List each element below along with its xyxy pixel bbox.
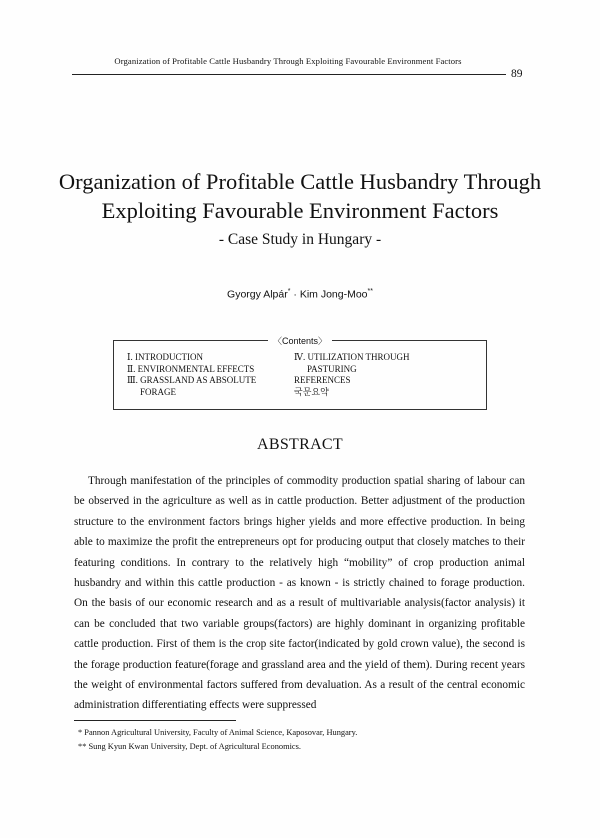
abstract-body [74, 471, 525, 716]
toc-item: Ⅲ. GRASSLAND AS ABSOLUTE [127, 375, 257, 386]
author-1-name: Gyorgy Alpár [227, 288, 288, 301]
contents-label: 〈Contents〉 [268, 336, 332, 346]
footnotes [78, 726, 357, 754]
toc-item: PASTURING [307, 363, 357, 374]
running-head: Organization of Profitable Cattle Husbandry Through Exploiting Favourable Environment Factors [114, 56, 462, 66]
toc-item: REFERENCES [294, 375, 351, 386]
header-rule [72, 74, 506, 75]
toc-item: FORAGE [140, 386, 177, 397]
toc-item: Ⅱ. ENVIRONMENTAL EFFECTS [127, 363, 255, 374]
contents-right-column [294, 352, 410, 398]
author-2-mark: ** [367, 288, 373, 295]
contents-left-column [127, 352, 256, 398]
author-line [100, 288, 500, 301]
contents-box [113, 336, 487, 410]
title-line-1: Organization of Profitable Cattle Husbandry Through [58, 169, 542, 194]
footnote-1: * Pannon Agricultural University, Faculty of Animal Science, Kaposovar, Hungary. [78, 728, 358, 737]
footnote-rule [74, 720, 236, 721]
author-1-mark: * [287, 288, 291, 295]
abstract-paragraph: Through manifestation of the principles of commodity production spatial sharing of labour can be observed in the agriculture as well as in cattle production. Better adjustment of the production structure to the environment factors brings higher yields and more effective production. In being able to maximize the profit the entrepreneurs opt for producing output that closely matches to their featuring conditions. In contrary to the relatively high “mobility” of crop production animal husbandry and within this cattle production - as known - is strictly chained to forage production. On the basis of our economic research and as a result of multivariable analysis(factor analysis) it can be concluded that two variable groups(factors) are highly dominant in organizing profitable cattle production. First of them is the crop site factor(indicated by gold crown value), the second is the forage production feature(forage and grassland area and the yield of them). During recent years the weight of environmental factors suffered from devaluation. As a result of the central economic administration differentiating effects were suppressed [74, 475, 525, 712]
paper-title [40, 167, 560, 225]
toc-item: 국문요약 [294, 386, 329, 397]
toc-item: Ⅰ. INTRODUCTION [127, 352, 204, 362]
title-line-2: Exploiting Favourable Environment Factors [101, 198, 499, 223]
footnote-2: ** Sung Kyun Kwan University, Dept. of Agricultural Economics. [78, 742, 301, 751]
author-separator: · [290, 288, 300, 301]
page-number: 89 [511, 68, 523, 80]
author-2-name: Kim Jong-Moo [299, 288, 368, 301]
paper-subtitle: - Case Study in Hungary - [218, 231, 382, 248]
toc-item: Ⅳ. UTILIZATION THROUGH [294, 352, 410, 362]
abstract-heading: ABSTRACT [257, 436, 343, 453]
